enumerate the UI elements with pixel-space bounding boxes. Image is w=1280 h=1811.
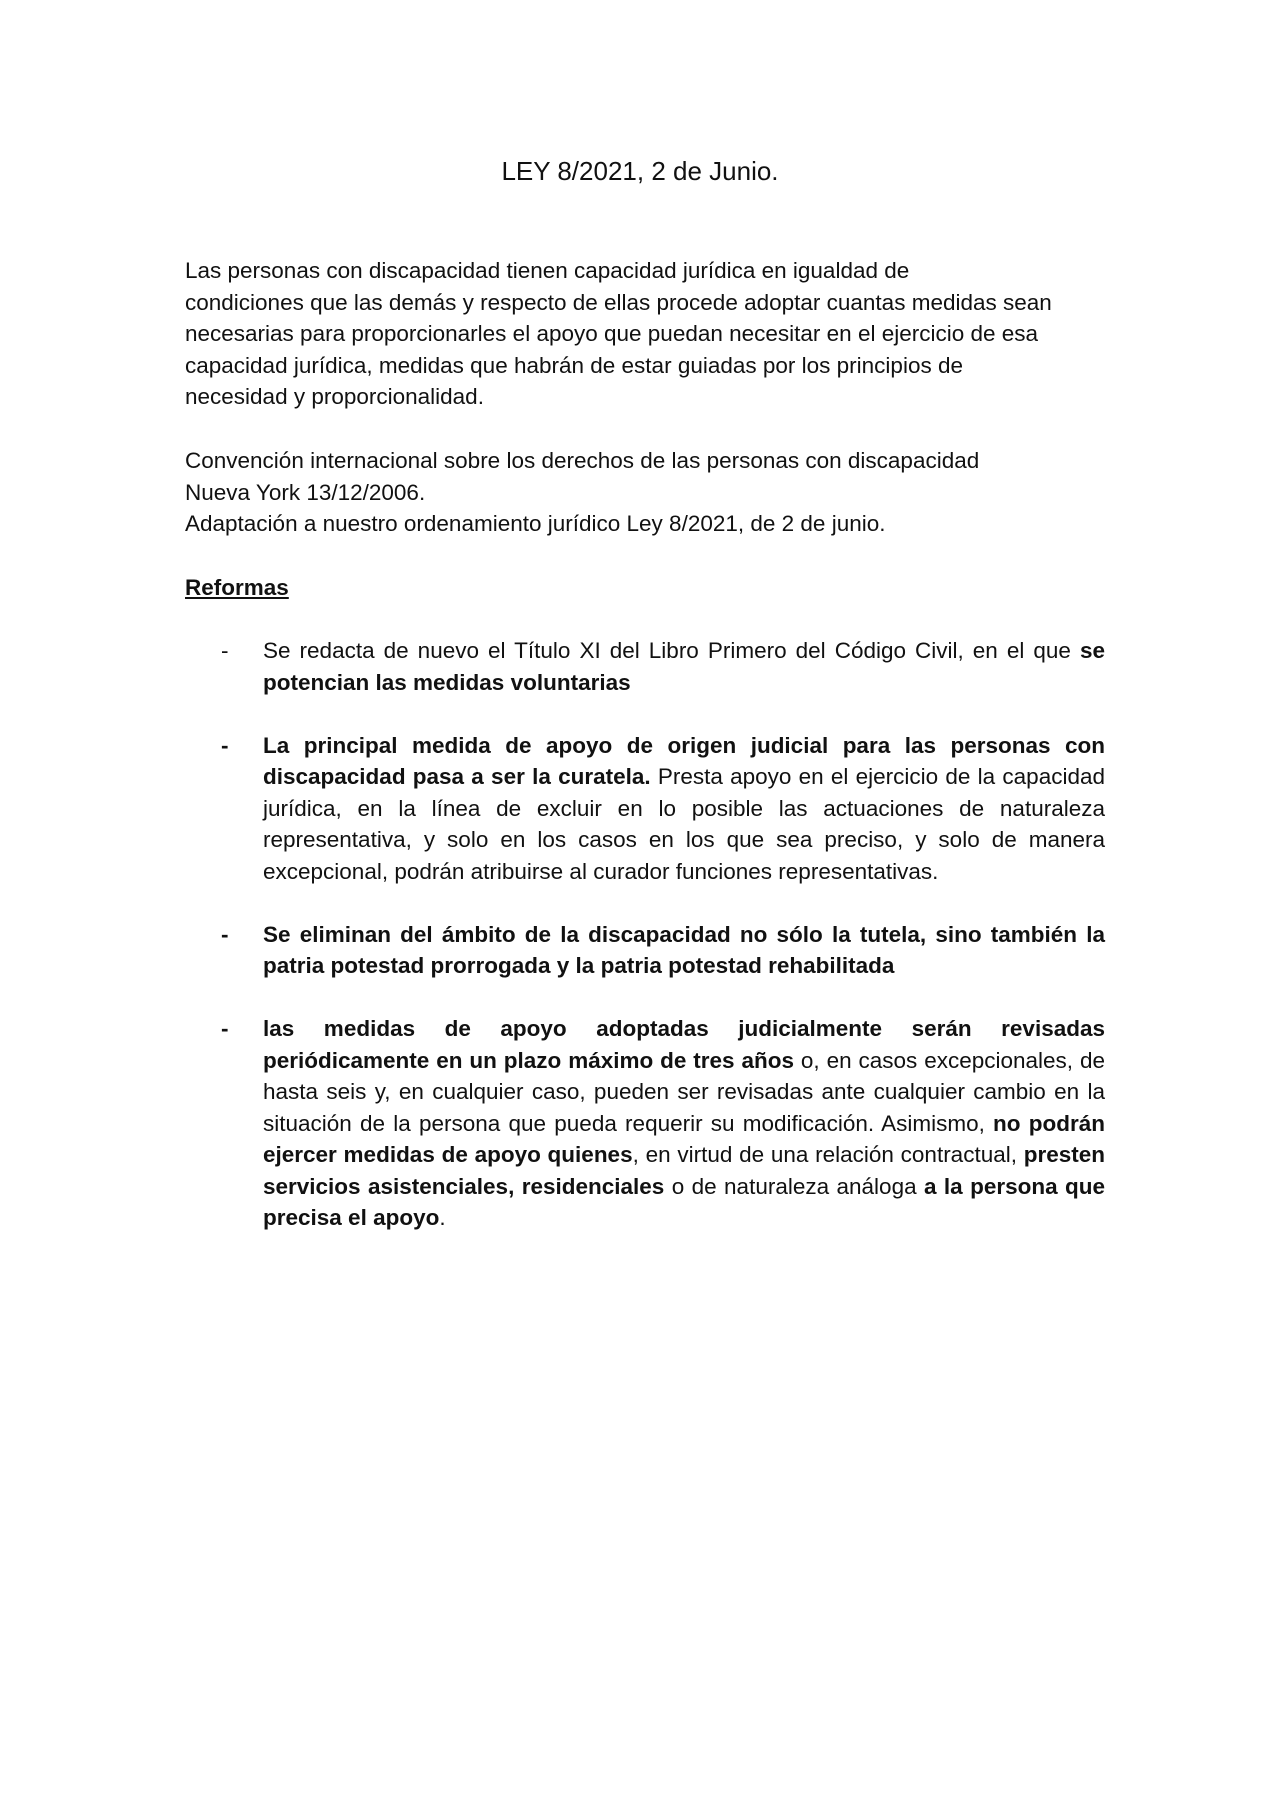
list-dash: - — [221, 921, 229, 947]
intro-paragraph — [185, 255, 1105, 413]
reforma-bold-text: se potencian las medidas voluntarias — [263, 638, 1105, 695]
reforma-text: o, en casos excepcionales, de hasta seis y, en cualquier caso, pueden ser revisadas ante cualquier cambio en la situación de la persona que pueda requerir su modificación. Asimismo, — [263, 1047, 1105, 1136]
reforma-text: Presta apoyo en el ejercicio de la capacidad jurídica, en la línea de excluir en lo posible las actuaciones de naturaleza representativa, y solo en los casos en los que sea preciso, y solo de manera excepcional, podrán atribuirse al curador funciones representativas. — [263, 764, 1105, 884]
reforma-item-4 — [185, 1013, 1105, 1234]
reforma-text: o de naturaleza análoga — [664, 1173, 924, 1199]
reforma-bold-text: presten servicios asistenciales, residenciales — [263, 1142, 1105, 1199]
reforma-text: , en virtud de una relación contractual, — [632, 1142, 1024, 1167]
intro-line: necesidad y proporcionalidad. — [185, 384, 484, 409]
reforma-bold-text: las medidas de apoyo adoptadas judicialmente serán revisadas periódicamente en un plazo máximo de tres años — [263, 1016, 1105, 1073]
list-dash: - — [221, 1016, 229, 1041]
convencion-line: Convención internacional sobre los derechos de las personas con discapacidad — [185, 448, 980, 473]
document-title: LEY 8/2021, 2 de Junio. — [501, 156, 779, 186]
intro-line: capacidad jurídica, medidas que habrán de estar guiadas por los principios de — [185, 352, 963, 378]
reforma-text: . — [439, 1205, 446, 1230]
intro-line: Las personas con discapacidad tienen capacidad jurídica en igualdad de — [185, 258, 910, 283]
intro-line: condiciones que las demás y respecto de ellas procede adoptar cuantas medidas sean — [185, 289, 1052, 315]
convencion-line: Nueva York 13/12/2006. — [185, 479, 426, 505]
reforma-bold-text: no podrán ejercer medidas de apoyo quienes — [263, 1110, 1105, 1167]
list-dash: - — [221, 638, 229, 663]
reforma-item-3 — [185, 919, 1105, 982]
reforma-bold-text: La principal medida de apoyo de origen judicial para las personas con discapacidad pasa a ser la curatela. — [263, 732, 1105, 789]
reforma-text: Se redacta de nuevo el Título XI del Libro Primero del Código Civil, en el que — [263, 638, 1080, 663]
reformas-list — [185, 635, 1105, 1265]
reforma-item-2 — [185, 730, 1105, 888]
intro-line: necesarias para proporcionarles el apoyo que puedan necesitar en el ejercicio de esa — [185, 321, 1039, 346]
list-dash: - — [221, 732, 229, 758]
reformas-heading: Reformas — [185, 575, 289, 600]
reforma-bold-text: a la persona que precisa el apoyo — [263, 1173, 1106, 1230]
convencion-line: Adaptación a nuestro ordenamiento jurídico Ley 8/2021, de 2 de junio. — [185, 511, 886, 536]
reforma-bold-text: Se eliminan del ámbito de la discapacidad no sólo la tutela, sino también la patria potestad prorrogada y la patria potestad rehabilitada — [263, 921, 1105, 978]
reforma-item-1 — [185, 635, 1105, 698]
convencion-paragraph — [185, 445, 1105, 540]
